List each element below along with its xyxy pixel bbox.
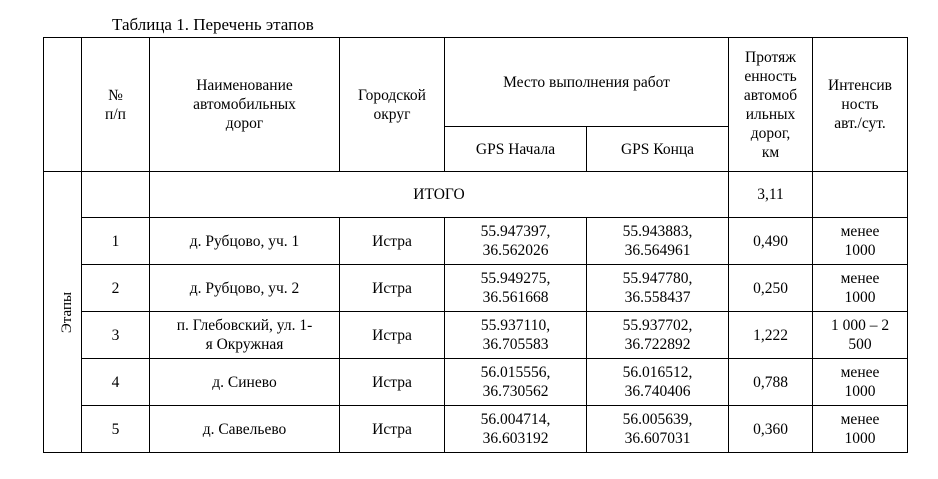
row-road-name-text: д. Рубцово, уч. 2 [189,279,300,297]
row-gps-start [445,265,587,312]
table-row [44,218,908,265]
row-gps-start [445,406,587,453]
row-gps-start-text: 56.004714, 36.603192 [480,411,551,447]
row-num: 3 [82,312,150,359]
row-intensity-text: менее 1000 [840,223,880,259]
row-num: 4 [82,359,150,406]
row-gps-end [587,406,729,453]
header-gps-start: GPS Начала [445,127,587,172]
total-label: ИТОГО [150,172,729,218]
row-district: Истра [340,359,445,406]
header-road-name [150,38,340,172]
row-intensity [813,265,908,312]
row-num: 2 [82,265,150,312]
row-road-name [150,359,340,406]
row-road-name [150,265,340,312]
row-district: Истра [340,218,445,265]
row-road-name-text: д. Синево [212,373,277,391]
row-intensity [813,406,908,453]
row-gps-end [587,265,729,312]
row-gps-start [445,359,587,406]
stages-table [43,37,908,453]
header-intensity [813,38,908,172]
row-intensity [813,312,908,359]
header-num-text: № п/п [105,86,126,123]
row-road-name [150,312,340,359]
row-gps-end [587,359,729,406]
row-gps-end [587,312,729,359]
row-length: 0,788 [729,359,813,406]
row-gps-end [587,218,729,265]
header-work-place: Место выполнения работ [445,38,729,127]
row-length: 0,490 [729,218,813,265]
row-gps-end-text: 56.016512, 36.740406 [622,364,693,400]
table-row [44,406,908,453]
table-row [44,265,908,312]
row-intensity-text: менее 1000 [840,364,880,400]
row-district: Истра [340,406,445,453]
side-label-cell [44,172,82,453]
total-intensity-blank [813,172,908,218]
header-gps-end: GPS Конца [587,127,729,172]
header-length [729,38,813,172]
table-row [44,312,908,359]
header-road-name-text: Наименование автомобильных дорог [193,77,296,132]
side-label: Этапы [59,291,76,334]
row-intensity-text: 1 000 – 2 500 [830,317,890,353]
row-gps-start-text: 55.949275, 36.561668 [480,270,551,306]
row-gps-end-text: 56.005639, 36.607031 [622,411,693,447]
row-length: 1,222 [729,312,813,359]
table-caption: Таблица 1. Перечень этапов [112,15,314,34]
total-length: 3,11 [729,172,813,218]
row-num: 1 [82,218,150,265]
header-intensity-text: Интенсив ность авт./сут. [828,77,892,132]
header-district [340,38,445,172]
row-gps-start [445,312,587,359]
row-length: 0,360 [729,406,813,453]
row-gps-end-text: 55.943883, 36.564961 [622,223,693,259]
header-num [82,38,150,172]
row-gps-end-text: 55.947780, 36.558437 [622,270,693,306]
row-gps-start-text: 56.015556, 36.730562 [480,364,551,400]
row-intensity-text: менее 1000 [840,270,880,306]
row-intensity-text: менее 1000 [840,411,880,447]
row-gps-end-text: 55.937702, 36.722892 [622,317,693,353]
table-row [44,359,908,406]
row-num: 5 [82,406,150,453]
row-intensity [813,218,908,265]
row-intensity [813,359,908,406]
row-road-name-text: п. Глебовский, ул. 1- я Окружная [176,317,313,353]
row-road-name [150,406,340,453]
total-blank-cell [82,172,150,218]
row-road-name-text: д. Рубцово, уч. 1 [189,232,300,250]
row-road-name [150,218,340,265]
row-road-name-text: д. Савельево [202,420,287,438]
header-blank-cell [44,38,82,172]
row-district: Истра [340,312,445,359]
row-gps-start-text: 55.937110, 36.705583 [480,317,551,353]
row-gps-start-text: 55.947397, 36.562026 [480,223,551,259]
row-length: 0,250 [729,265,813,312]
row-gps-start [445,218,587,265]
header-length-text: Протяж енность автомоб ильных дорог, км [743,48,798,161]
header-district-text: Городской округ [358,86,426,123]
row-district: Истра [340,265,445,312]
